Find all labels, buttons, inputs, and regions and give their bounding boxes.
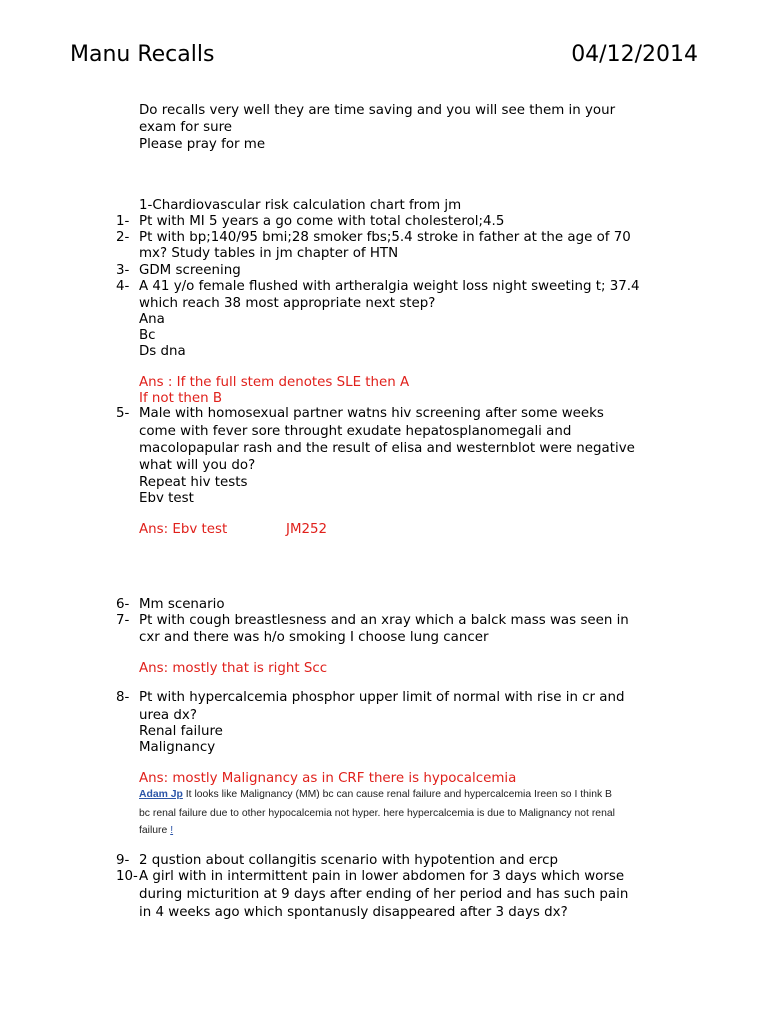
first-item: 1-Chardiovascular risk calculation chart from jm	[139, 198, 462, 213]
question-text: urea dx?	[139, 708, 197, 723]
question-number: 4-	[116, 279, 130, 294]
question-number: 1-	[116, 214, 130, 229]
option: Ds dna	[139, 344, 186, 359]
comment-text: It looks like Malignancy (MM) bc can cause renal failure and hypercalcemia Ireen so I think B	[185, 789, 612, 800]
question-number: 8-	[116, 690, 130, 705]
answer: Ans : If the full stem denotes SLE then A	[139, 375, 410, 390]
comment-author-link[interactable]: Adam Jp	[139, 789, 183, 800]
question-number: 5-	[116, 406, 130, 421]
answer-reference: JM252	[286, 522, 328, 537]
question-text: Mm scenario	[139, 597, 225, 612]
option: Ebv test	[139, 491, 194, 506]
question-text: mx? Study tables in jm chapter of HTN	[139, 246, 399, 261]
page-date: 04/12/2014	[571, 42, 698, 67]
question-text: A 41 y/o female flushed with artheralgia weight loss night sweeting t; 37.4	[139, 279, 640, 294]
option: Renal failure	[139, 724, 223, 739]
question-text: macolopapular rash and the result of elisa and westernblot were negative	[139, 441, 635, 456]
intro-line: Do recalls very well they are time saving and you will see them in your	[139, 103, 616, 118]
option: Ana	[139, 312, 165, 327]
option: Malignancy	[139, 740, 216, 755]
question-text: Pt with cough breastlesness and an xray which a balck mass was seen in	[139, 613, 629, 628]
question-text: which reach 38 most appropriate next step?	[139, 296, 436, 311]
question-text: Male with homosexual partner watns hiv screening after some weeks	[139, 406, 604, 421]
answer: Ans: mostly that is right Scc	[139, 661, 328, 676]
answer: Ans: mostly Malignancy as in CRF there is hypocalcemia	[139, 771, 517, 786]
question-text: 2 qustion about collangitis scenario with hypotention and ercp	[139, 853, 559, 868]
comment-line	[139, 788, 612, 802]
comment-link[interactable]: !	[170, 825, 174, 836]
question-text: Pt with bp;140/95 bmi;28 smoker fbs;5.4 stroke in father at the age of 70	[139, 230, 631, 245]
question-number: 7-	[116, 613, 130, 628]
question-text: GDM screening	[139, 263, 241, 278]
question-number: 10-	[116, 869, 138, 884]
answer: Ans: Ebv test	[139, 522, 228, 537]
page-title: Manu Recalls	[70, 42, 215, 67]
question-text: what will you do?	[139, 458, 256, 473]
question-text: Pt with hypercalcemia phosphor upper limit of normal with rise in cr and	[139, 690, 625, 705]
comment-line	[139, 824, 173, 838]
question-number: 9-	[116, 853, 130, 868]
question-text: come with fever sore throught exudate hepatosplanomegali and	[139, 424, 572, 439]
intro-line: Please pray for me	[139, 137, 266, 152]
option: Repeat hiv tests	[139, 475, 248, 490]
question-number: 2-	[116, 230, 130, 245]
answer: If not then B	[139, 391, 223, 406]
question-text: in 4 weeks ago which spontanusly disappeared after 3 days dx?	[139, 905, 568, 920]
question-text: cxr and there was h/o smoking I choose lung cancer	[139, 630, 489, 645]
question-number: 3-	[116, 263, 130, 278]
option: Bc	[139, 328, 156, 343]
question-text: during micturition at 9 days after ending of her period and has such pain	[139, 887, 629, 902]
question-number: 6-	[116, 597, 130, 612]
question-text: A girl with in intermittent pain in lower abdomen for 3 days which worse	[139, 869, 625, 884]
intro-line: exam for sure	[139, 120, 233, 135]
comment-text: failure	[139, 825, 168, 836]
comment-line: bc renal failure due to other hypocalcemia not hyper. here hypercalcemia is due to Malignancy not renal	[139, 808, 615, 819]
question-text: Pt with MI 5 years a go come with total cholesterol;4.5	[139, 214, 505, 229]
